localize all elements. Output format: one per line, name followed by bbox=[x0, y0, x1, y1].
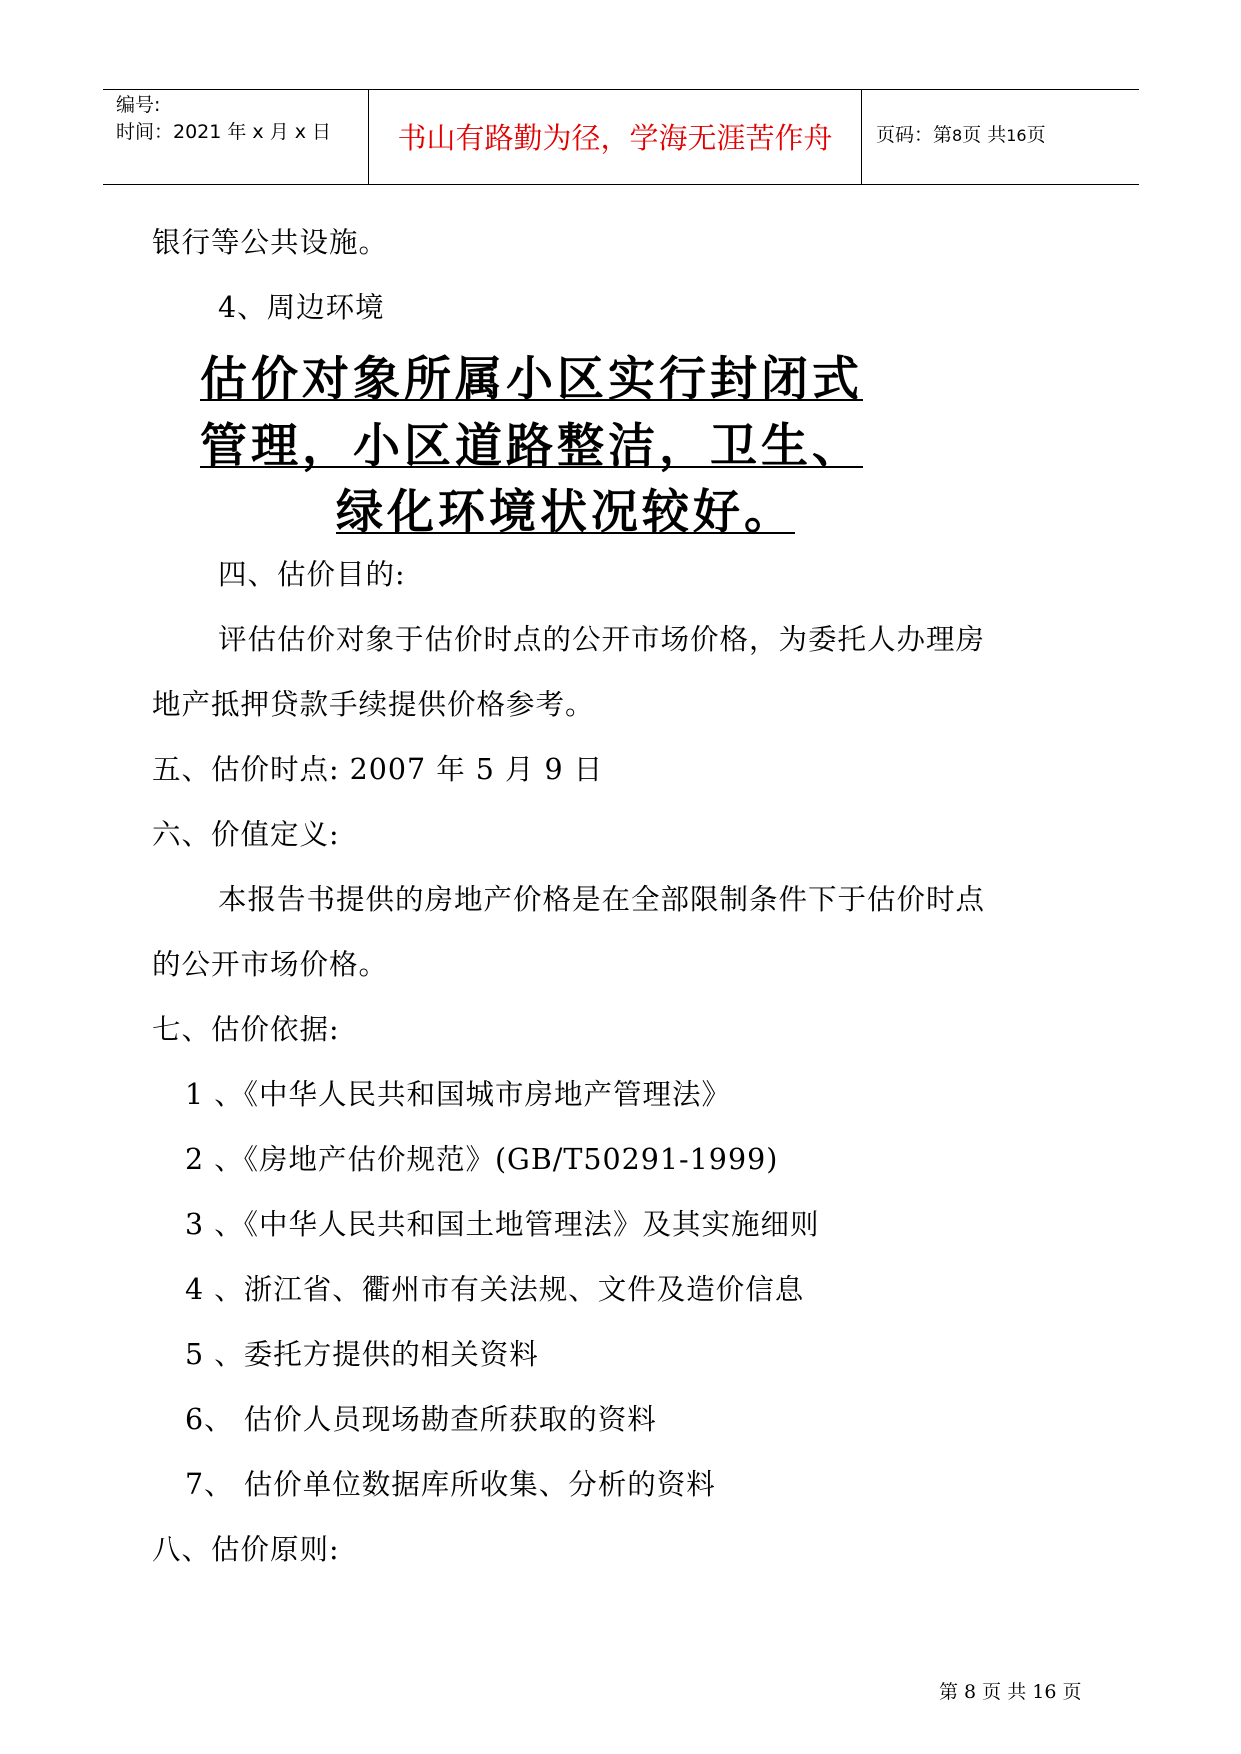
body-line-13: 3 、《中华人民共和国土地管理法》及其实施细则 bbox=[185, 1208, 820, 1241]
body-line-16: 6、 估价人员现场勘查所获取的资料 bbox=[185, 1403, 657, 1436]
body-line-10: 七、估价依据: bbox=[152, 1013, 340, 1046]
page-info-end: 页 bbox=[1026, 124, 1046, 146]
document-number-label: 编号: bbox=[116, 94, 161, 116]
page-info-total: 16 bbox=[1006, 126, 1027, 145]
body-line-15: 5 、委托方提供的相关资料 bbox=[185, 1338, 539, 1371]
body-line-11: 1 、《中华人民共和国城市房地产管理法》 bbox=[185, 1078, 731, 1111]
body-line-6: 五、估价时点: 2007 年 5 月 9 日 bbox=[152, 753, 604, 786]
header-middle-cell bbox=[369, 90, 862, 184]
body-line-17: 7、 估价单位数据库所收集、分析的资料 bbox=[185, 1468, 716, 1501]
body-line-14: 4 、浙江省、衢州市有关法规、文件及造价信息 bbox=[185, 1273, 805, 1306]
body-line-2: 4、周边环境 bbox=[218, 291, 385, 324]
header-right-cell bbox=[862, 90, 1139, 184]
document-time-label: 时间：2021 年 x 月 x 日 bbox=[116, 121, 332, 143]
body-line-1: 银行等公共设施。 bbox=[152, 226, 389, 259]
heading-line-1: 估价对象所属小区实行封闭式 bbox=[200, 352, 863, 407]
page-info-label: 页码：第 bbox=[876, 124, 953, 146]
page-header bbox=[103, 89, 1139, 185]
body-line-3: 四、估价目的: bbox=[218, 558, 406, 591]
page-info-mid: 页 共 bbox=[962, 124, 1007, 146]
page-footer: 第 8 页 共 16 页 bbox=[939, 1681, 1082, 1703]
body-line-4: 评估估价对象于估价时点的公开市场价格，为委托人办理房 bbox=[218, 623, 986, 656]
body-line-9: 的公开市场价格。 bbox=[152, 948, 389, 981]
page-info-number: 8 bbox=[952, 126, 963, 145]
body-line-12: 2 、《房地产估价规范》(GB/T50291-1999) bbox=[185, 1143, 779, 1176]
body-line-5: 地产抵押贷款手续提供价格参考。 bbox=[152, 688, 595, 721]
header-left-cell bbox=[103, 90, 369, 184]
heading-line-2: 管理，小区道路整洁，卫生、 bbox=[200, 419, 863, 474]
heading-line-3: 绿化环境状况较好。 bbox=[336, 485, 795, 540]
body-line-18: 八、估价原则: bbox=[152, 1533, 340, 1566]
body-line-7: 六、价值定义: bbox=[152, 818, 340, 851]
header-motto: 书山有路勤为径，学海无涯苦作舟 bbox=[397, 121, 833, 155]
header-page-info bbox=[876, 122, 1046, 149]
body-line-8: 本报告书提供的房地产价格是在全部限制条件下于估价时点 bbox=[218, 883, 986, 916]
